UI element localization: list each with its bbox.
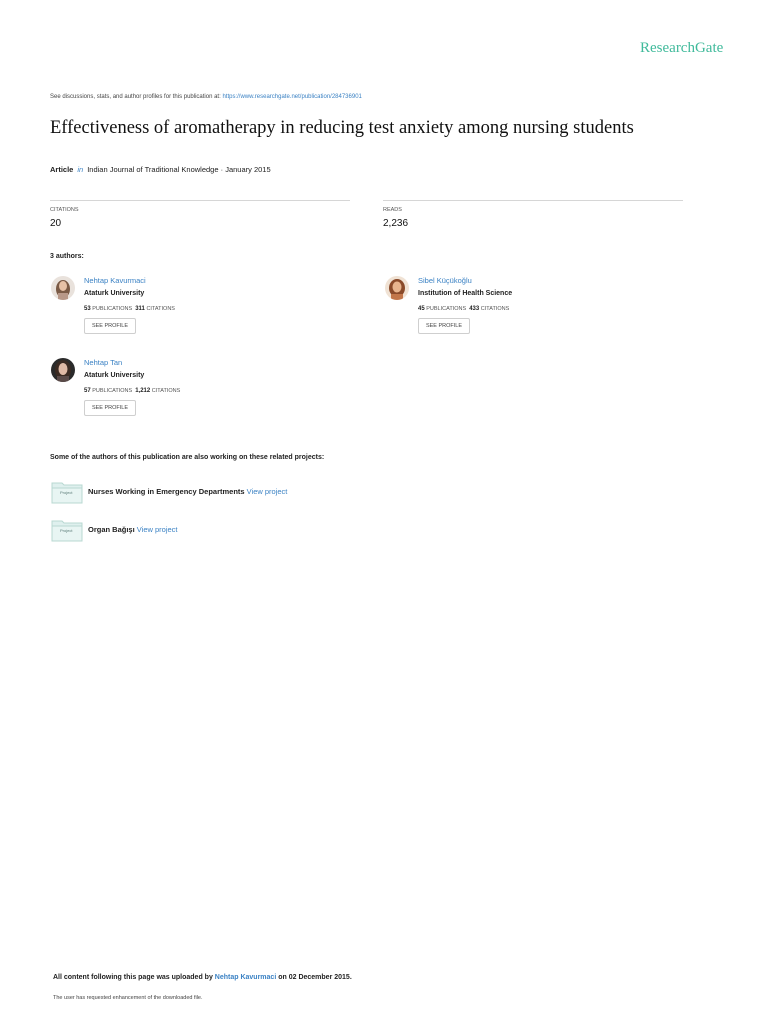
author-stats: 53 PUBLICATIONS 311 CITATIONS <box>84 306 175 312</box>
avatar[interactable] <box>51 276 75 300</box>
author-card <box>51 276 311 346</box>
projects-heading: Some of the authors of this publication are also working on these related projects: <box>50 454 325 461</box>
author-name[interactable]: Nehtap Tan <box>84 358 123 367</box>
citations-label: CITATIONS <box>50 207 79 213</box>
footer-prefix: All content following this page was uploaded by <box>53 974 213 981</box>
meta-in: in <box>77 165 84 174</box>
project-item <box>51 480 451 506</box>
avatar[interactable] <box>385 276 409 300</box>
uploader-link[interactable]: Nehtap Kavurmaci <box>214 974 277 981</box>
project-text <box>88 487 287 496</box>
journal-name[interactable]: Indian Journal of Traditional Knowledge · January 2015 <box>87 165 271 174</box>
author-institution[interactable]: Institution of Health Science <box>418 290 513 297</box>
footer-suffix: on 02 December 2015. <box>278 974 352 981</box>
author-stats: 45 PUBLICATIONS 433 CITATIONS <box>418 306 510 312</box>
folder-icon <box>51 518 83 542</box>
author-institution[interactable]: Ataturk University <box>84 290 145 297</box>
author-institution[interactable]: Ataturk University <box>84 372 145 379</box>
publication-meta <box>50 165 271 174</box>
researchgate-logo[interactable]: ResearchGate <box>640 40 724 56</box>
author-card <box>385 276 645 346</box>
project-item <box>51 518 451 544</box>
view-project-link[interactable]: View project <box>246 487 288 496</box>
view-project-link[interactable]: View project <box>136 525 178 534</box>
folder-icon-label: Project <box>60 528 73 533</box>
see-profile-button[interactable]: SEE PROFILE <box>418 318 470 334</box>
authors-heading: 3 authors: <box>50 253 84 260</box>
publication-url-link[interactable]: https://www.researchgate.net/publication/284736901 <box>222 94 362 100</box>
project-text <box>88 525 178 534</box>
citations-value: 20 <box>50 218 62 229</box>
project-name: Organ Bağışı <box>88 525 135 534</box>
enhancement-note: The user has requested enhancement of the downloaded file. <box>53 995 203 1001</box>
publication-title: Effectiveness of aromatherapy in reducing test anxiety among nursing students <box>50 118 634 138</box>
discussion-text: See discussions, stats, and author profiles for this publication at: <box>50 94 221 100</box>
reads-divider <box>383 200 683 201</box>
discussion-line <box>50 94 362 100</box>
author-stats: 57 PUBLICATIONS 1,212 CITATIONS <box>84 388 181 394</box>
see-profile-button[interactable]: SEE PROFILE <box>84 400 136 416</box>
avatar[interactable] <box>51 358 75 382</box>
see-profile-button[interactable]: SEE PROFILE <box>84 318 136 334</box>
folder-icon-label: Project <box>60 490 73 495</box>
citations-divider <box>50 200 350 201</box>
author-name[interactable]: Nehtap Kavurmaci <box>84 276 146 285</box>
publication-type: Article <box>50 165 74 174</box>
author-card <box>51 358 311 428</box>
reads-label: READS <box>383 207 402 213</box>
project-name: Nurses Working in Emergency Departments <box>88 487 245 496</box>
upload-footer <box>53 974 352 981</box>
reads-value: 2,236 <box>383 218 409 229</box>
author-name[interactable]: Sibel Küçükoğlu <box>418 276 472 285</box>
folder-icon <box>51 480 83 504</box>
